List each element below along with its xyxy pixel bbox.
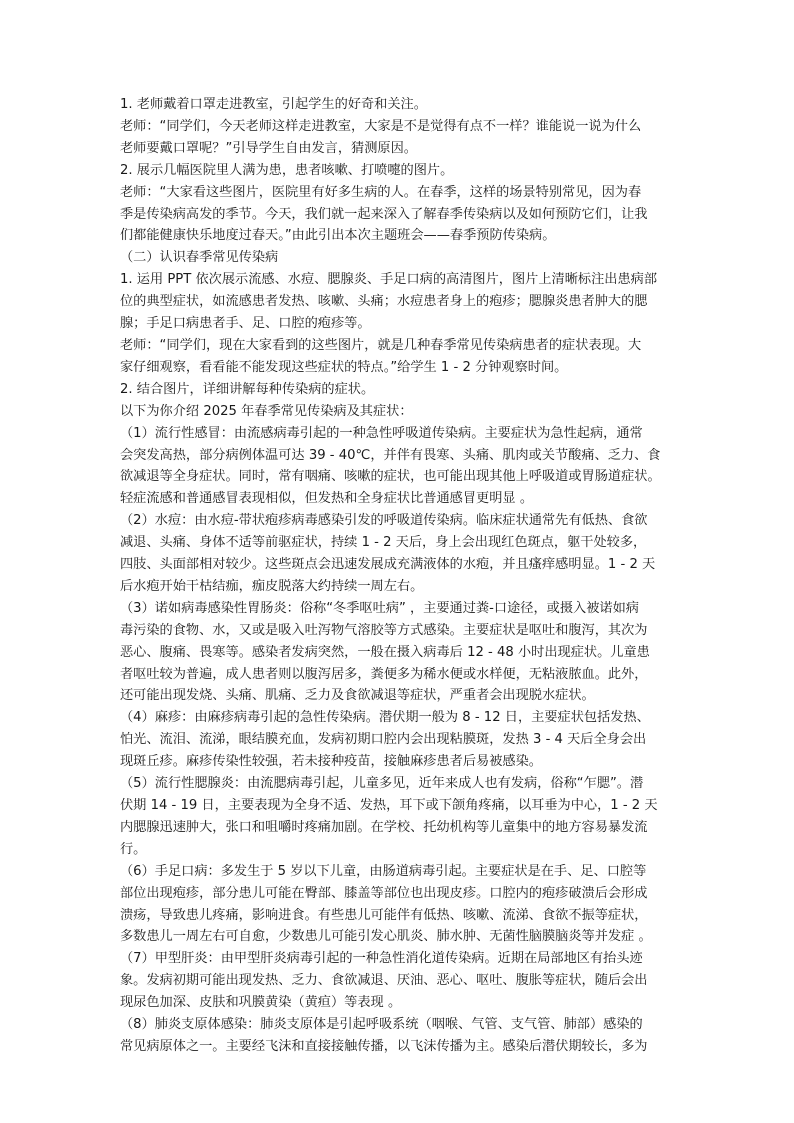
- text-line: 还可能出现发烧、头痛、肌痛、乏力及食欲减退等症状，严重者会出现脱水症状。: [120, 688, 595, 704]
- paragraph: [120, 598, 680, 708]
- text-line: 减退、头痛、身体不适等前驱症状，持续 1 - 2 天后，身上会出现红色斑点，躯干处较多，: [120, 535, 647, 551]
- paragraph: [120, 116, 680, 160]
- text-line: 会突发高热，部分病例体温可达 39 - 40℃，并伴有畏寒、头痛、肌肉或关节酸痛、乏力、食: [120, 447, 661, 463]
- text-line: 腺；手足口病患者手、足、口腔的疱疹等。: [120, 316, 371, 332]
- paragraph: [120, 948, 680, 1014]
- text-line: （2）水痘：由水痘-带状疱疹病毒感染引发的呼吸道传染病。临床症状通常先有低热、食欲: [120, 513, 648, 529]
- text-line: 常见病原体之一。主要经飞沫和直接接触传播，以飞沫传播为主。感染后潜伏期较长，多为: [120, 1038, 648, 1054]
- paragraph: [120, 379, 680, 401]
- text-line: （4）麻疹：由麻疹病毒引起的急性传染病。潜伏期一般为 8 - 12 日，主要症状包括发热、: [120, 710, 650, 726]
- text-line: 老师：“大家看这些图片，医院里有好多生病的人。在春季，这样的场景特别常见，因为春: [120, 184, 642, 200]
- paragraph: [120, 401, 680, 423]
- text-line: 2. 结合图片，详细讲解每种传染病的症状。: [120, 381, 375, 397]
- paragraph: [120, 269, 680, 335]
- paragraph: [120, 335, 680, 379]
- paragraph: [120, 94, 680, 116]
- text-line: 伏期 14 - 19 日，主要表现为全身不适、发热，耳下或下颌角疼痛，以耳垂为中心，1 - 2 天: [120, 798, 658, 813]
- text-line: 溃疡，导致患儿疼痛，影响进食。有些患儿可能伴有低热、咳嗽、流涕、食欲不振等症状，: [120, 907, 648, 923]
- text-line: 现斑丘疹。麻疹传染性较强，若未接种疫苗，接触麻疹患者后易被感染。: [120, 754, 542, 770]
- text-line: 1. 老师戴着口罩走进教室，引起学生的好奇和关注。: [120, 97, 427, 112]
- text-line: 们都能健康快乐地度过春天。”由此引出本次主题班会——春季预防传染病。: [120, 228, 556, 244]
- text-line: 老师要戴口罩呢？”引导学生自由发言，猜测原因。: [120, 140, 417, 156]
- text-line: 毒污染的食物、水，又或是吸入吐泻物气溶胶等方式感染。主要症状是呕吐和腹泻，其次为: [120, 622, 648, 638]
- paragraph: [120, 182, 680, 248]
- paragraph: [120, 247, 680, 269]
- text-line: 象。发病初期可能出现发热、乏力、食欲减退、厌油、恶心、呕吐、腹胀等症状，随后会出: [120, 973, 648, 989]
- text-line: （5）流行性腮腺炎：由流腮病毒引起，儿童多见，近年来成人也有发病，俗称“乍腮”。潜: [120, 776, 644, 792]
- document-body: [120, 94, 680, 1058]
- text-line: 现尿色加深、皮肤和巩膜黄染（黄疸）等表现 。: [120, 995, 402, 1011]
- text-line: 恶心、腹痛、畏寒等。感染者发病突然，一般在摄入病毒后 12 - 48 小时出现症状。儿童患: [120, 644, 650, 660]
- text-line: 老师：“同学们，现在大家看到的这些图片，就是几种春季常见传染病患者的症状表现。大: [120, 337, 642, 353]
- text-line: 欲减退等全身症状。同时，常有咽痛、咳嗽的症状，也可能出现其他上呼吸道或胃肠道症状。: [120, 469, 661, 485]
- text-line: 老师：“同学们，今天老师这样走进教室，大家是不是觉得有点不一样？谁能说一说为什么: [120, 118, 642, 134]
- text-line: （3）诺如病毒感染性胃肠炎：俗称“冬季呕吐病” ，主要通过粪-口途径，或摄入被诺如病: [120, 600, 639, 616]
- paragraph: [120, 773, 680, 861]
- text-line: 怕光、流泪、流涕，眼结膜充血，发病初期口腔内会出现粘膜斑，发热 3 - 4 天后全身会出: [120, 732, 647, 748]
- text-line: 2. 展示几幅医院里人满为患，患者咳嗽、打喷嚏的图片。: [120, 162, 454, 178]
- paragraph: [120, 861, 680, 949]
- text-line: （二）认识春季常见传染病: [120, 250, 279, 266]
- text-line: （1）流行性感冒：由流感病毒引起的一种急性呼吸道传染病。主要症状为急性起病，通常: [120, 425, 643, 441]
- paragraph: [120, 1014, 680, 1058]
- text-line: 位的典型症状，如流感患者发热、咳嗽、头痛；水痘患者身上的疱疹；腮腺炎患者肿大的腮: [120, 294, 648, 310]
- text-line: 行。: [120, 841, 147, 857]
- text-line: （8）肺炎支原体感染：肺炎支原体是引起呼吸系统（咽喉、气管、支气管、肺部）感染的: [120, 1017, 643, 1033]
- text-line: 多数患儿一周左右可自愈，少数患儿可能引发心肌炎、肺水肿、无菌性脑膜脑炎等并发症 。: [120, 929, 652, 945]
- text-line: （7）甲型肝炎：由甲型肝炎病毒引起的一种急性消化道传染病。近期在局部地区有抬头迹: [120, 951, 643, 967]
- paragraph: [120, 707, 680, 773]
- paragraph: [120, 510, 680, 598]
- text-line: 者呕吐较为普遍，成人患者则以腹泻居多，粪便多为稀水便或水样便，无粘液脓血。此外，: [120, 666, 648, 682]
- text-line: 季是传染病高发的季节。今天，我们就一起来深入了解春季传染病以及如何预防它们，让我: [120, 206, 648, 222]
- paragraph: [120, 160, 680, 182]
- text-line: 四肢、头面部相对较少。这些斑点会迅速发展成充满液体的水疱，并且瘙痒感明显。1 - 2 天: [120, 557, 656, 573]
- text-line: 1. 运用 PPT 依次展示流感、水痘、腮腺炎、手足口病的高清图片，图片上清晰标注出患病部: [120, 272, 658, 288]
- text-line: 内腮腺迅速肿大，张口和咀嚼时疼痛加剧。在学校、托幼机构等儿童集中的地方容易暴发流: [120, 819, 648, 835]
- text-line: 以下为你介绍 2025 年春季常见传染病及其症状：: [120, 403, 413, 419]
- text-line: 家仔细观察，看看能不能发现这些症状的特点。”给学生 1 - 2 分钟观察时间。: [120, 359, 568, 375]
- paragraph: [120, 423, 680, 511]
- text-line: 部位出现疱疹，部分患儿可能在臀部、膝盖等部位也出现皮疹。口腔内的疱疹破溃后会形成: [120, 885, 648, 901]
- text-line: （6）手足口病：多发生于 5 岁以下儿童，由肠道病毒引起。主要症状是在手、足、口腔等: [120, 863, 647, 879]
- text-line: 后水疱开始干枯结痂，痂皮脱落大约持续一周左右。: [120, 578, 424, 594]
- text-line: 轻症流感和普通感冒表现相似，但发热和全身症状比普通感冒更明显 。: [120, 491, 534, 507]
